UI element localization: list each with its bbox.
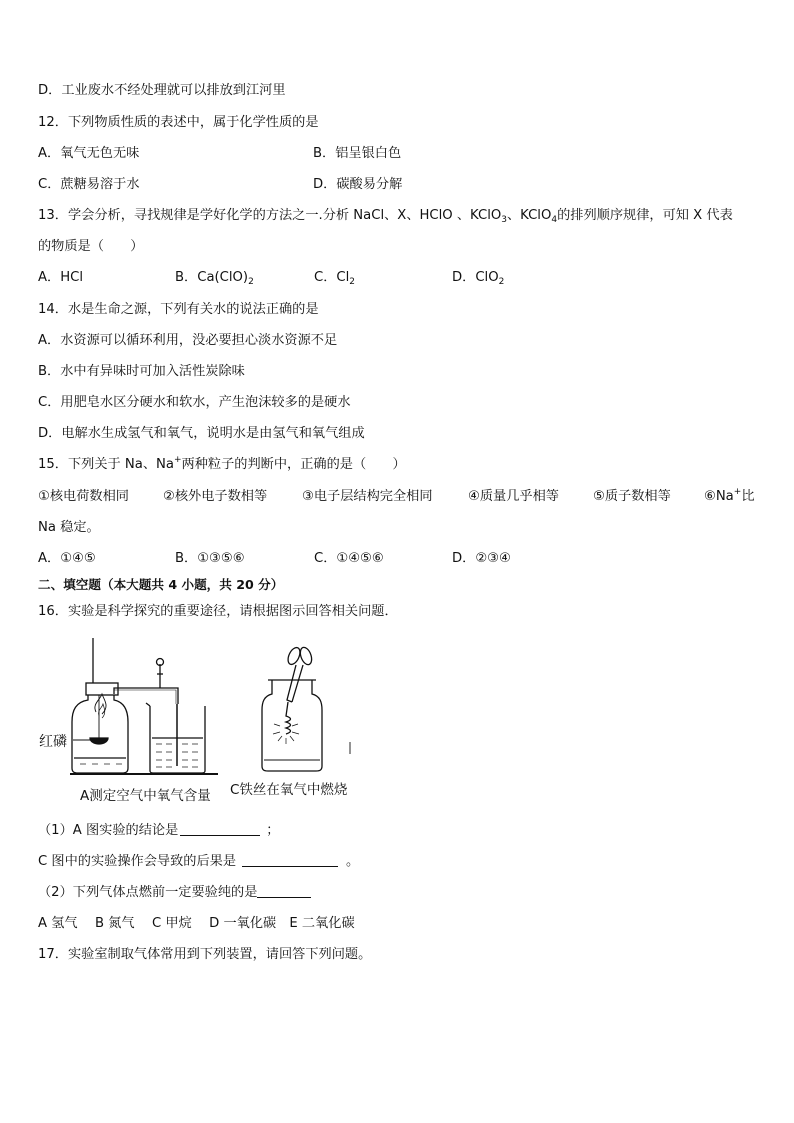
q15-item-6-cont: Na 稳定。 — [38, 520, 100, 535]
q15-option-a: A．①④⑤ — [38, 551, 96, 566]
q15-item-5: ⑤质子数相等 — [593, 489, 671, 504]
q13-option-a: A．HCl — [38, 270, 83, 285]
q15-option-c: C．①④⑤⑥ — [314, 551, 384, 566]
experiment-figure — [30, 630, 370, 810]
q15-item-1: ①核电荷数相同 — [38, 489, 129, 504]
q14-option-c: C．用肥皂水区分硬水和软水，产生泡沫较多的是硬水 — [38, 395, 351, 410]
q13-option-b: B．$Ca(ClO)_2$ — [175, 270, 254, 287]
q15-option-d: D．②③④ — [452, 551, 511, 566]
answer-blank-1[interactable] — [180, 822, 260, 836]
q15-item-4: ④质量几乎相等 — [468, 489, 559, 504]
q12-option-b: B．铝呈银白色 — [313, 146, 402, 161]
q13-option-d: D．ClO$_2$ — [452, 270, 505, 287]
q14-option-b: B．水中有异味时可加入活性炭除味 — [38, 364, 245, 379]
q16-part1: （1）A 图实验的结论是 ； — [38, 823, 280, 838]
q16-part2: （2）下列气体点燃前一定要验纯的是 — [38, 884, 311, 902]
q16-gas-options: A 氢气 B 氮气 C 甲烷 D 一氧化碳 E 二氧化碳 — [38, 916, 355, 931]
q14-option-d: D．电解水生成氢气和氧气，说明水是由氢气和氧气组成 — [38, 426, 365, 441]
q16-part1b: C 图中的实验操作会导致的后果是 。 — [38, 854, 360, 869]
q12-option-d: D．碳酸易分解 — [313, 177, 403, 192]
answer-blank-2[interactable] — [242, 853, 338, 867]
q14-option-a: A．水资源可以循环利用，没必要担心淡水资源不足 — [38, 333, 338, 348]
answer-blank-3[interactable] — [257, 884, 311, 898]
q14-stem: 14．水是生命之源，下列有关水的说法正确的是 — [38, 302, 319, 317]
q17-stem: 17．实验室制取气体常用到下列装置，请回答下列问题。 — [38, 947, 372, 962]
q13-stem: 13．学会分析，寻找规律是学好化学的方法之一.分析 NaCl、X、HClO 、KClO$_3$、KClO$_4$的排列顺序规律，可知 X 代表 — [38, 208, 733, 225]
caption-a: A测定空气中氧气含量 — [80, 788, 211, 804]
q12-option-c: C．蔗糖易溶于水 — [38, 177, 140, 192]
q13-option-c: C．$Cl_2$ — [314, 270, 356, 287]
red-phosphorus-label: 红磷 — [39, 734, 67, 750]
q15-item-3: ③电子层结构完全相同 — [302, 489, 433, 504]
q16-stem: 16．实验是科学探究的重要途径，请根据图示回答相关问题． — [38, 604, 398, 619]
q15-stem: 15．下列关于 Na、Na+两种粒子的判断中，正确的是（ ） — [38, 455, 406, 472]
caption-c: C铁丝在氧气中燃烧 — [230, 782, 348, 798]
q15-item-6: ⑥Na+比 — [704, 487, 755, 504]
q11-option-d: D．工业废水不经处理就可以排放到江河里 — [38, 83, 286, 98]
q12-stem: 12．下列物质性质的表述中，属于化学性质的是 — [38, 115, 319, 130]
q15-item-2: ②核外电子数相等 — [163, 489, 268, 504]
q12-option-a: A．氧气无色无味 — [38, 146, 140, 161]
q15-option-b: B．①③⑤⑥ — [175, 551, 245, 566]
section-title: 二、填空题（本大题共 4 小题，共 20 分） — [38, 577, 284, 592]
q13-stem-line2: 的物质是（ ） — [38, 239, 144, 254]
